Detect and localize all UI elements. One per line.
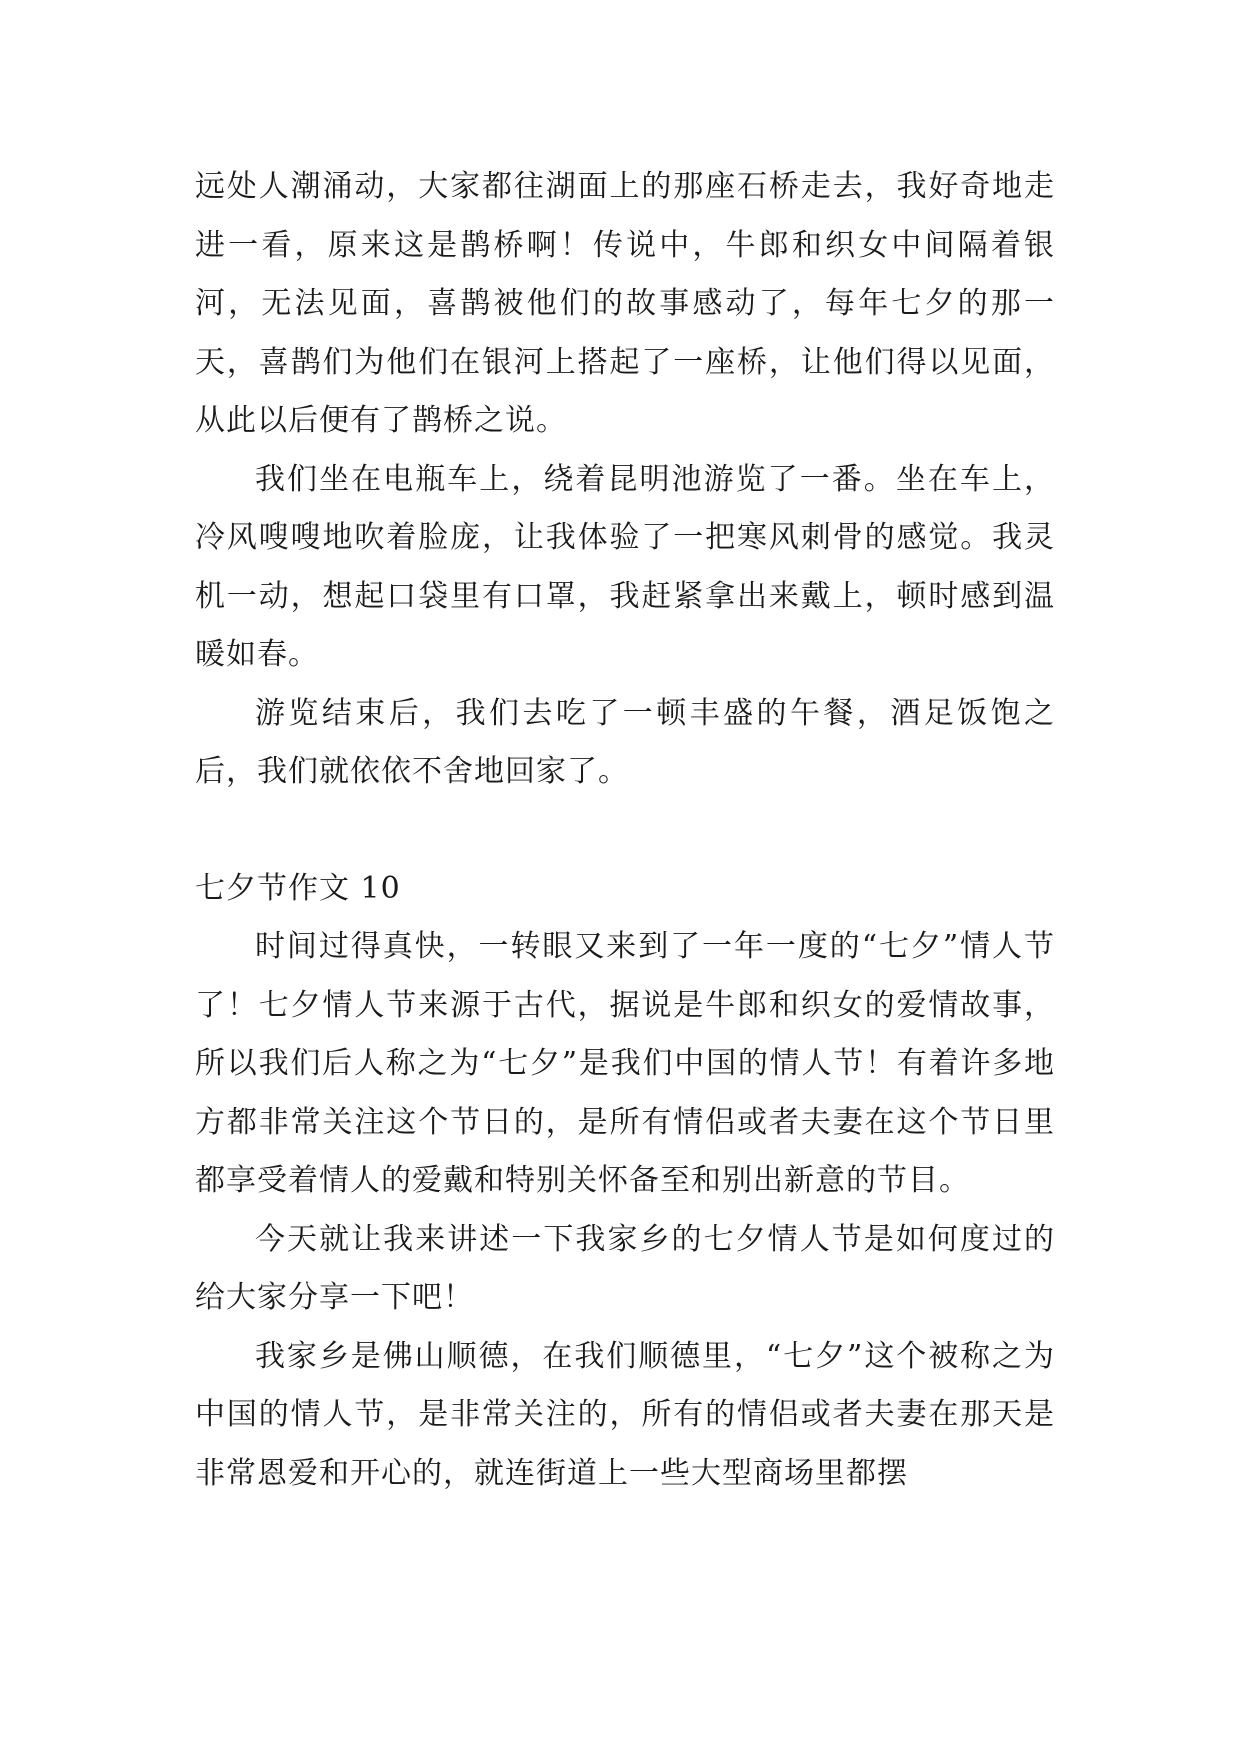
paragraph-hometown-share: 今天就让我来讲述一下我家乡的七夕情人节是如何度过的给大家分享一下吧！: [195, 1221, 1055, 1315]
document-body: [195, 158, 1055, 1503]
paragraph-magpie-bridge: 远处人潮涌动，大家都往湖面上的那座石桥走去，我好奇地走进一看，原来这是鹊桥啊！传说中，牛郎和织女中间隔着银河，无法见面，喜鹊被他们的故事感动了，每年七夕的那一天，喜鹊们为他们在银河上搭起了一座桥，让他们得以见面，从此以后便有了鹊桥之说。: [195, 169, 1055, 438]
paragraph-electric-cart: 我们坐在电瓶车上，绕着昆明池游览了一番。坐在车上，冷风嗖嗖地吹着脸庞，让我体验了一把寒风刺骨的感觉。我灵机一动，想起口袋里有口罩，我赶紧拿出来戴上，顿时感到温暖如春。: [195, 461, 1055, 672]
paragraph-lunch: 游览结束后，我们去吃了一顿丰盛的午餐，酒足饭饱之后，我们就依依不舍地回家了。: [195, 695, 1055, 789]
paragraph-qixi-intro: 时间过得真快，一转眼又来到了一年一度的“七夕”情人节了！七夕情人节来源于古代，据说是牛郎和织女的爱情故事，所以我们后人称之为“七夕”是我们中国的情人节！有着许多地方都非常关注这个节日的，是所有情侣或者夫妻在这个节日里都享受着情人的爱戴和特别关怀备至和别出新意的节目。: [195, 929, 1055, 1198]
section-title: 七夕节作文 10: [195, 870, 401, 906]
paragraph-shunde: 我家乡是佛山顺德，在我们顺德里，“七夕”这个被称之为中国的情人节，是非常关注的，所有的情侣或者夫妻在那天是非常恩爱和开心的，就连街道上一些大型商场里都摆: [195, 1338, 1055, 1491]
